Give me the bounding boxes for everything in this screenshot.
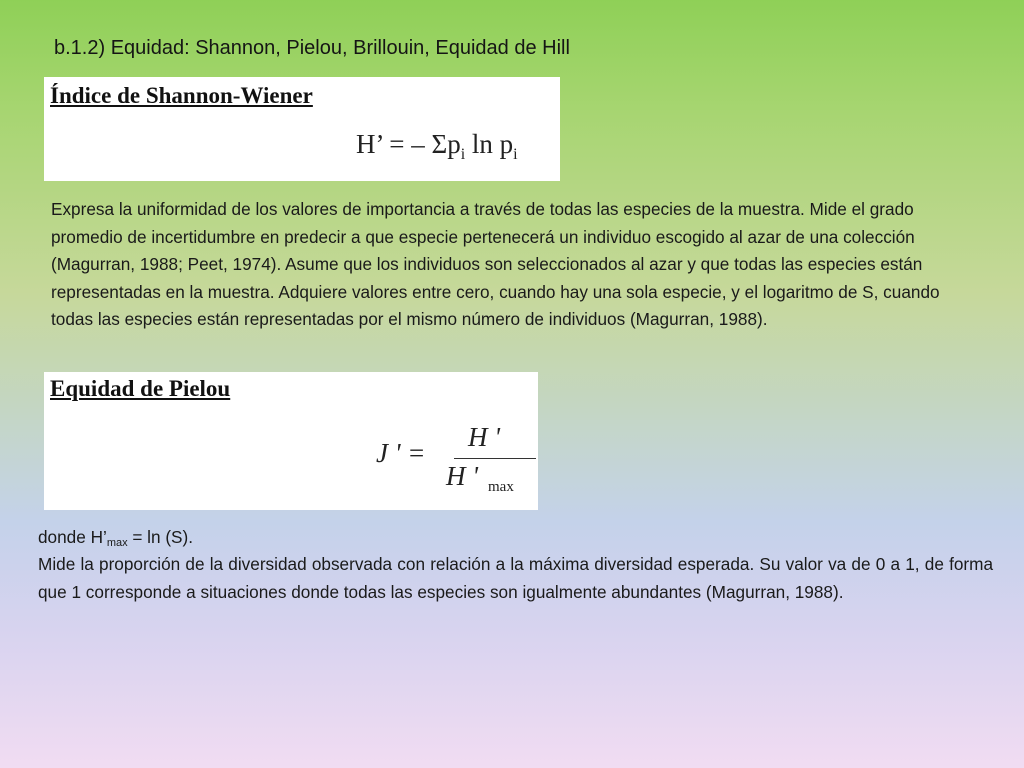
pielou-eq-denominator: H ': [446, 461, 479, 491]
pielou-eq-lhs: J ' =: [376, 438, 426, 468]
pielou-formula-box: [44, 372, 538, 510]
shannon-heading: Índice de Shannon-Wiener: [50, 83, 313, 108]
shannon-eq-ln: ln p: [465, 129, 514, 159]
pielou-description: Mide la proporción de la diversidad observada con relación a la máxima diversidad esperada. Su valor va de 0 a 1, de forma que 1 corresponde a situaciones donde todas las especies son igualmente abundantes (Magurran, 1988).: [38, 554, 993, 602]
shannon-eq-sub-i: i: [460, 146, 466, 163]
pielou-equation: [374, 418, 539, 498]
pielou-eq-denominator-sub: max: [488, 479, 514, 495]
shannon-formula-box: [44, 77, 560, 181]
donde-prefix: donde H’: [38, 527, 107, 547]
pielou-eq-numerator: H ': [468, 422, 501, 452]
donde-sub: max: [106, 537, 128, 549]
shannon-eq-sub-i2: i: [513, 146, 518, 163]
pielou-heading: Equidad de Pielou: [50, 376, 231, 401]
shannon-eq-lhs: H’ = –: [356, 129, 425, 159]
fraction-bar: [454, 458, 536, 459]
shannon-description: Expresa la uniformidad de los valores de importancia a través de todas las especies de la muestra. Mide el grado promedio de incertidumbre en predecir a que especie pertenecerá un individuo escogido al azar de una colección (Magurran, 1988; Peet, 1974). Asume que los individuos son seleccionados al azar y que todas las especies están representadas en la muestra. Adquiere valores entre cero, cuando hay una sola especie, y el logaritmo de S, cuando todas las especies están representadas por el mismo número de individuos (Magurran, 1988).: [51, 199, 940, 330]
shannon-eq-sigma: Σ: [431, 129, 448, 159]
slide-title: b.1.2) Equidad: Shannon, Pielou, Brillouin, Equidad de Hill: [54, 37, 570, 59]
donde-suffix: = ln (S).: [127, 527, 194, 547]
shannon-eq-p: p: [447, 129, 461, 159]
shannon-equation: [356, 129, 518, 164]
